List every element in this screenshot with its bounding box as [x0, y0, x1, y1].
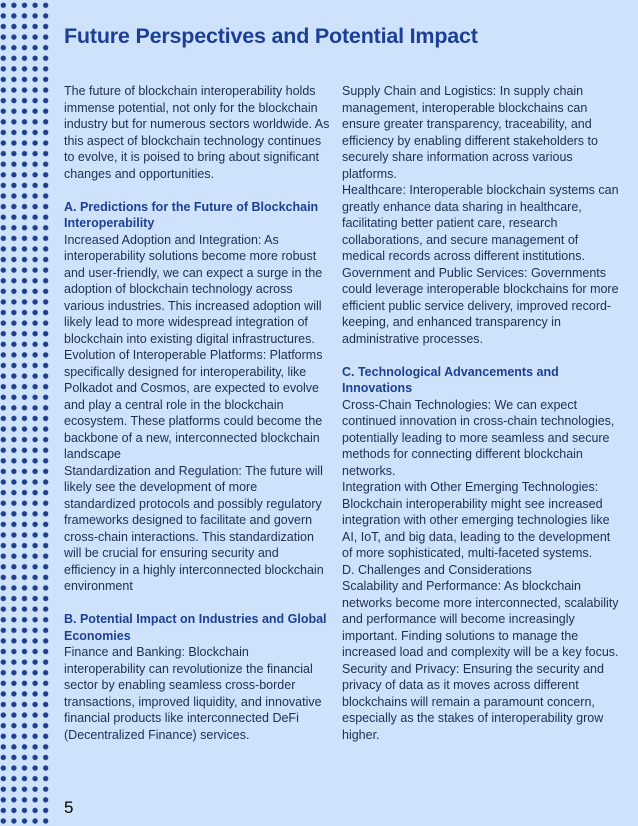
healthcare-paragraph: Healthcare: Interoperable blockchain systems can greatly enhance data sharing in healthcare, facilitating better patient care, research collaborations, and secure management of medical records across different institutions.: [342, 183, 619, 263]
section-b-heading: B. Potential Impact on Industries and Global Economies: [64, 612, 327, 643]
page-title: Future Perspectives and Potential Impact: [64, 24, 478, 48]
spacer: [64, 595, 330, 612]
spacer: [64, 182, 330, 199]
section-a-heading: A. Predictions for the Future of Blockchain Interoperability: [64, 199, 319, 230]
adoption-paragraph: Increased Adoption and Integration: As interoperability solutions become more robust and user-friendly, we can expect a surge in the adoption of blockchain technology across various industries. This increased adoption will likely lead to more widespread integration of blockchain into existing digital infrastructures.: [64, 232, 323, 346]
right-column: [342, 83, 622, 743]
finance-paragraph: Finance and Banking: Blockchain interoperability can revolutionize the financial sector by enabling seamless cross-border transactions, improved liquidity, and innovative financial products like interconnected DeFi (Decentralized Finance) services.: [64, 645, 322, 742]
decorative-dot-pattern: [0, 0, 52, 826]
government-paragraph: Government and Public Services: Governments could leverage interoperable blockchains for more efficient public service delivery, improved record-keeping, and enhanced transparency in administrative processes.: [342, 265, 619, 346]
standardization-paragraph: Standardization and Regulation: The future will likely see the development of more standardized protocols and possibly regulatory frameworks designed to facilitate and govern cross-chain interactions. This standardization will be crucial for ensuring security and efficiency in a highly interconnected blockchain environment: [64, 463, 324, 593]
supply-chain-paragraph: Supply Chain and Logistics: In supply chain management, interoperable blockchains can ensure greater transparency, traceability, and efficiency by enabling different stakeholders to securely share information across various platforms.: [342, 84, 598, 181]
platforms-paragraph: Evolution of Interoperable Platforms: Platforms specifically designed for interoperability, like Polkadot and Cosmos, are expected to evolve and play a central role in the blockchain ecosystem. These platforms could become the backbone of a new, interconnected blockchain landscape: [64, 348, 323, 461]
section-d-heading: D. Challenges and Considerations: [342, 562, 532, 577]
crosschain-paragraph: Cross-Chain Technologies: We can expect continued innovation in cross-chain technologies, potentially leading to more seamless and secure methods for connecting different blockchain networks.: [342, 397, 615, 478]
integration-paragraph: Integration with Other Emerging Technologies: Blockchain interoperability might see increased integration with other emerging technologies like AI, IoT, and big data, leading to the development of more sophisticated, multi-faceted systems.: [342, 480, 611, 560]
section-c-heading: C. Technological Advancements and Innovations: [342, 364, 559, 395]
security-paragraph: Security and Privacy: Ensuring the security and privacy of data as it moves across different blockchains will remain a paramount concern, especially as the stakes of interoperability grow higher.: [342, 661, 604, 742]
page-number: 5: [64, 798, 74, 817]
left-column: [64, 83, 330, 743]
intro-paragraph: The future of blockchain interoperability holds immense potential, not only for the blockchain industry but for numerous sectors worldwide. As this aspect of blockchain technology continues to evolve, it is poised to bring about significant changes and opportunities.: [64, 84, 330, 181]
spacer: [342, 347, 622, 364]
scalability-paragraph: Scalability and Performance: As blockchain networks become more interconnected, scalability and performance will become increasingly important. Finding solutions to manage the increased load and complexity will be a key focus.: [342, 579, 619, 659]
